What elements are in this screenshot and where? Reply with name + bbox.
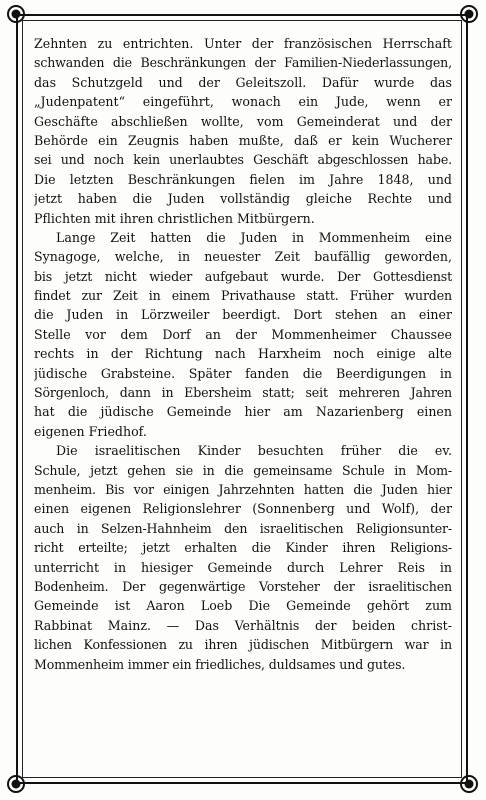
- text-line: jüdische Grabsteine. Später fanden die Beerdigungen in: [34, 365, 452, 381]
- text-line: Behörde ein Zeugnis haben mußte, daß er kein Wucherer: [34, 132, 452, 148]
- text-line: auch in Selzen-Hahnheim den israelitischen Religionsunter-: [34, 520, 452, 536]
- text-line: Mommenheim immer ein friedliches, duldsames und gutes.: [34, 656, 406, 672]
- text-line: Bodenheim. Der gegenwärtige Vorsteher der israelitischen: [34, 578, 452, 594]
- text-line: „Judenpatent“ eingeführt, wonach ein Jude, wenn er: [34, 94, 452, 110]
- text-line: bis jetzt nicht wieder aufgebaut wurde. Der Gottesdienst: [34, 268, 452, 284]
- text-line: sei und noch kein unerlaubtes Geschäft abgeschlossen habe.: [34, 152, 452, 168]
- paragraph-1: [34, 34, 452, 228]
- text-line: Gemeinde ist Aaron Loeb Die Gemeinde gehört zum: [34, 598, 452, 614]
- text-line: Die israelitischen Kinder besuchten früher die ev.: [56, 443, 452, 459]
- text-line: das Schutzgeld und der Geleitszoll. Dafür wurde das: [34, 74, 452, 90]
- text-line: Geschäfte abschließen wollte, vom Gemeinderat und der: [34, 113, 452, 129]
- text-line: menheim. Bis vor einigen Jahrzehnten hatten die Juden hier: [34, 481, 452, 497]
- corner-ornament-icon: [458, 773, 480, 795]
- text-line: hat die jüdische Gemeinde hier am Nazarienberg einen: [34, 404, 452, 420]
- paragraph-2: [34, 228, 452, 441]
- text-line: rechts in der Richtung nach Harxheim noch einige alte: [34, 346, 452, 362]
- corner-ornament-icon: [5, 3, 27, 25]
- text-line: Stelle vor dem Dorf an der Mommenheimer Chaussee: [34, 326, 452, 342]
- paragraph-3: [34, 441, 452, 674]
- text-line: einen eigenen Religionslehrer (Sonnenberg und Wolf), der: [34, 501, 452, 517]
- text-line: richt erteilte; jetzt erhalten die Kinder ihren Religions-: [34, 540, 452, 556]
- text-line: lichen Konfessionen zu ihren jüdischen Mitbürgern war in: [34, 637, 452, 653]
- text-line: Synagoge, welche, in neuester Zeit baufällig geworden,: [34, 249, 452, 265]
- text-line: Lange Zeit hatten die Juden in Mommenheim eine: [56, 229, 452, 245]
- body-text: [34, 34, 452, 674]
- text-line: eigenen Friedhof.: [34, 423, 147, 439]
- text-line: Die letzten Beschränkungen fielen im Jahre 1848, und: [34, 171, 452, 187]
- text-line: Pflichten mit ihren christlichen Mitbürgern.: [34, 210, 315, 226]
- text-line: findet zur Zeit in einem Privathause statt. Früher wurden: [34, 288, 452, 304]
- text-line: Zehnten zu entrichten. Unter der französischen Herrschaft: [34, 36, 452, 51]
- corner-ornament-icon: [5, 773, 27, 795]
- corner-ornament-icon: [458, 3, 480, 25]
- text-line: unterricht in hiesiger Gemeinde durch Lehrer Reis in: [34, 559, 452, 575]
- text-line: Rabbinat Mainz. — Das Verhältnis der beiden christ-: [34, 617, 452, 633]
- text-line: die Juden in Lörzweiler beerdigt. Dort stehen an einer: [34, 307, 452, 323]
- text-line: Schule, jetzt gehen sie in die gemeinsame Schule in Mom-: [34, 462, 452, 478]
- text-line: Sörgenloch, dann in Ebersheim statt; seit mehreren Jahren: [34, 385, 452, 401]
- text-line: jetzt haben die Juden vollständig gleiche Rechte und: [34, 191, 452, 207]
- text-line: schwanden die Beschränkungen der Familien-Niederlassungen,: [34, 55, 452, 71]
